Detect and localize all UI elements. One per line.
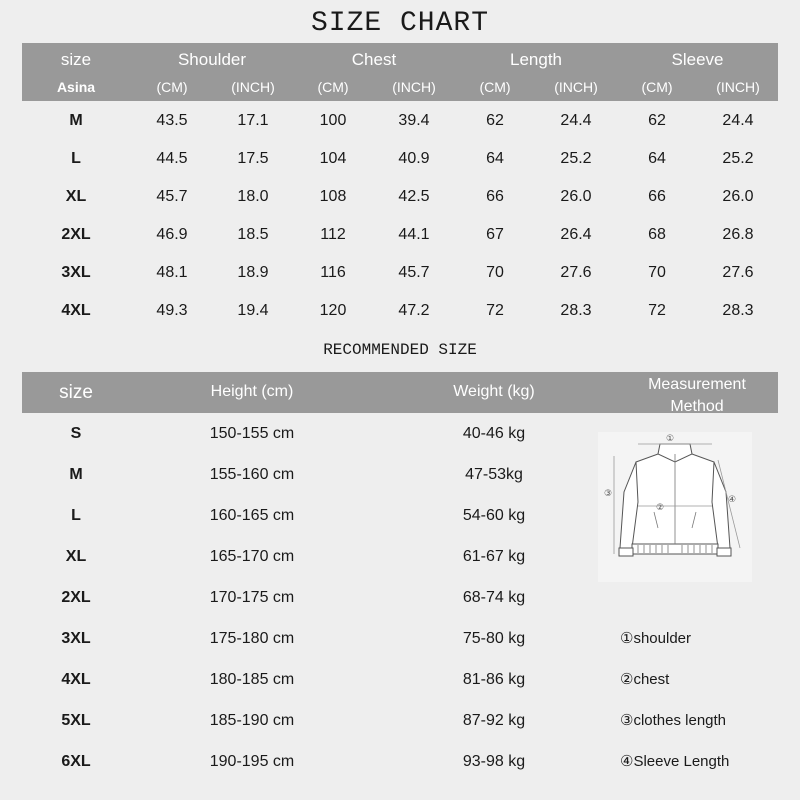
size-cell: 2XL bbox=[61, 589, 91, 606]
table-row bbox=[22, 178, 778, 216]
sleeve-inch-header: (INCH) bbox=[716, 79, 760, 95]
value-cell: 112 bbox=[320, 226, 346, 243]
value-cell: 43.5 bbox=[156, 112, 188, 129]
legend-sleeve-length bbox=[620, 752, 729, 770]
value-cell: 48.1 bbox=[156, 264, 188, 281]
shoulder-cm-header: (CM) bbox=[156, 79, 188, 95]
height-cell: 165-170 cm bbox=[209, 548, 295, 565]
value-cell: 42.5 bbox=[398, 188, 430, 205]
legend-chest bbox=[620, 670, 669, 688]
value-cell: 66 bbox=[486, 188, 504, 205]
weight-cell: 81-86 kg bbox=[462, 671, 526, 688]
marker-4: ④ bbox=[727, 495, 737, 505]
page-title: SIZE CHART bbox=[310, 8, 490, 39]
height-cell: 185-190 cm bbox=[209, 712, 295, 729]
value-cell: 108 bbox=[319, 188, 347, 205]
marker-3: ③ bbox=[603, 489, 613, 499]
value-cell: 100 bbox=[319, 112, 347, 129]
weight-cell: 54-60 kg bbox=[462, 507, 526, 524]
height-cell: 170-175 cm bbox=[209, 589, 295, 606]
size-header: size bbox=[60, 50, 92, 69]
value-cell: 72 bbox=[486, 302, 504, 319]
size-cell: 4XL bbox=[61, 302, 91, 319]
value-cell: 26.0 bbox=[722, 188, 754, 205]
value-cell: 18.0 bbox=[237, 188, 269, 205]
value-cell: 70 bbox=[648, 264, 666, 281]
table-row bbox=[22, 216, 778, 254]
shoulder-header: Shoulder bbox=[177, 50, 247, 69]
value-cell: 45.7 bbox=[398, 264, 430, 281]
table-row bbox=[22, 578, 778, 619]
value-cell: 120 bbox=[319, 302, 347, 319]
marker-2: ② bbox=[655, 503, 665, 513]
sleeve-header: Sleeve bbox=[671, 50, 724, 69]
value-cell: 44.5 bbox=[156, 150, 188, 167]
length-inch-header: (INCH) bbox=[554, 79, 598, 95]
chest-header: Chest bbox=[351, 50, 397, 69]
size-cell: S bbox=[70, 425, 82, 442]
legend-label-3: clothes length bbox=[633, 712, 727, 729]
shoulder-inch-header: (INCH) bbox=[231, 79, 275, 95]
size-cell: 4XL bbox=[61, 671, 91, 688]
value-cell: 47.2 bbox=[398, 302, 430, 319]
value-cell: 64 bbox=[648, 150, 666, 167]
value-cell: 49.3 bbox=[156, 302, 188, 319]
value-cell: 24.4 bbox=[722, 112, 754, 129]
size-cell: M bbox=[69, 466, 83, 483]
jacket-measurement-icon bbox=[598, 432, 752, 582]
weight-cell: 93-98 kg bbox=[462, 753, 526, 770]
size-cell: 3XL bbox=[61, 264, 91, 281]
weight-cell: 61-67 kg bbox=[462, 548, 526, 565]
value-cell: 24.4 bbox=[560, 112, 592, 129]
legend-num-2: ② bbox=[620, 671, 634, 688]
length-header: Length bbox=[510, 50, 562, 69]
value-cell: 39.4 bbox=[398, 112, 430, 129]
length-cm-header: (CM) bbox=[479, 79, 511, 95]
value-cell: 116 bbox=[320, 264, 346, 281]
legend-num-3: ③ bbox=[620, 712, 634, 729]
table-row bbox=[22, 254, 778, 292]
size-cell: L bbox=[71, 150, 81, 167]
height-cell: 160-165 cm bbox=[209, 507, 295, 524]
size-cell: XL bbox=[65, 548, 87, 565]
legend-shoulder bbox=[620, 629, 691, 647]
size-cell: XL bbox=[65, 188, 87, 205]
value-cell: 104 bbox=[319, 150, 347, 167]
legend-clothes-length bbox=[620, 711, 726, 729]
size-cell: M bbox=[69, 112, 83, 129]
value-cell: 72 bbox=[648, 302, 666, 319]
legend-label-1: shoulder bbox=[633, 630, 691, 647]
value-cell: 67 bbox=[486, 226, 504, 243]
value-cell: 68 bbox=[648, 226, 666, 243]
weight-cell: 75-80 kg bbox=[462, 630, 526, 647]
size-table-header bbox=[22, 43, 778, 101]
table-row bbox=[22, 292, 778, 330]
value-cell: 17.5 bbox=[237, 150, 269, 167]
value-cell: 18.9 bbox=[237, 264, 269, 281]
height-cell: 190-195 cm bbox=[209, 753, 295, 770]
value-cell: 26.4 bbox=[560, 226, 592, 243]
value-cell: 26.0 bbox=[560, 188, 592, 205]
table-row bbox=[22, 140, 778, 178]
size-cell: 5XL bbox=[61, 712, 91, 729]
size-cell: L bbox=[71, 507, 81, 524]
height-cell: 180-185 cm bbox=[209, 671, 295, 688]
rec-size-header: size bbox=[59, 382, 93, 403]
value-cell: 25.2 bbox=[560, 150, 592, 167]
weight-cell: 87-92 kg bbox=[462, 712, 526, 729]
legend-num-4: ④ bbox=[620, 753, 634, 770]
value-cell: 18.5 bbox=[237, 226, 269, 243]
value-cell: 26.8 bbox=[722, 226, 754, 243]
value-cell: 70 bbox=[486, 264, 504, 281]
height-cell: 150-155 cm bbox=[209, 425, 295, 442]
value-cell: 27.6 bbox=[722, 264, 754, 281]
chest-cm-header: (CM) bbox=[317, 79, 349, 95]
recommended-table-header bbox=[22, 372, 778, 413]
chest-inch-header: (INCH) bbox=[392, 79, 436, 95]
value-cell: 17.1 bbox=[237, 112, 269, 129]
size-cell: 6XL bbox=[61, 753, 91, 770]
value-cell: 62 bbox=[486, 112, 504, 129]
legend-label-2: chest bbox=[633, 671, 670, 688]
asina-header: Asina bbox=[56, 79, 96, 95]
value-cell: 19.4 bbox=[237, 302, 269, 319]
value-cell: 46.9 bbox=[156, 226, 188, 243]
value-cell: 62 bbox=[648, 112, 666, 129]
value-cell: 28.3 bbox=[560, 302, 592, 319]
value-cell: 27.6 bbox=[560, 264, 592, 281]
legend-num-1: ① bbox=[620, 630, 634, 647]
height-cell: 155-160 cm bbox=[209, 466, 295, 483]
table-row bbox=[22, 102, 778, 140]
value-cell: 40.9 bbox=[398, 150, 430, 167]
sleeve-cm-header: (CM) bbox=[641, 79, 673, 95]
value-cell: 45.7 bbox=[156, 188, 188, 205]
height-cell: 175-180 cm bbox=[209, 630, 295, 647]
recommended-title: RECOMMENDED SIZE bbox=[323, 341, 477, 359]
value-cell: 25.2 bbox=[722, 150, 754, 167]
weight-cell: 40-46 kg bbox=[462, 425, 526, 442]
height-header: Height (cm) bbox=[210, 383, 294, 400]
legend-label-4: Sleeve Length bbox=[633, 753, 730, 770]
value-cell: 28.3 bbox=[722, 302, 754, 319]
weight-header: Weight (kg) bbox=[453, 383, 535, 400]
marker-1: ① bbox=[665, 434, 675, 444]
size-cell: 3XL bbox=[61, 630, 91, 647]
weight-cell: 47-53kg bbox=[465, 466, 523, 483]
measurement-header: Measurement Method bbox=[648, 376, 746, 415]
value-cell: 44.1 bbox=[398, 226, 430, 243]
value-cell: 66 bbox=[648, 188, 666, 205]
weight-cell: 68-74 kg bbox=[462, 589, 526, 606]
size-cell: 2XL bbox=[61, 226, 91, 243]
value-cell: 64 bbox=[486, 150, 504, 167]
